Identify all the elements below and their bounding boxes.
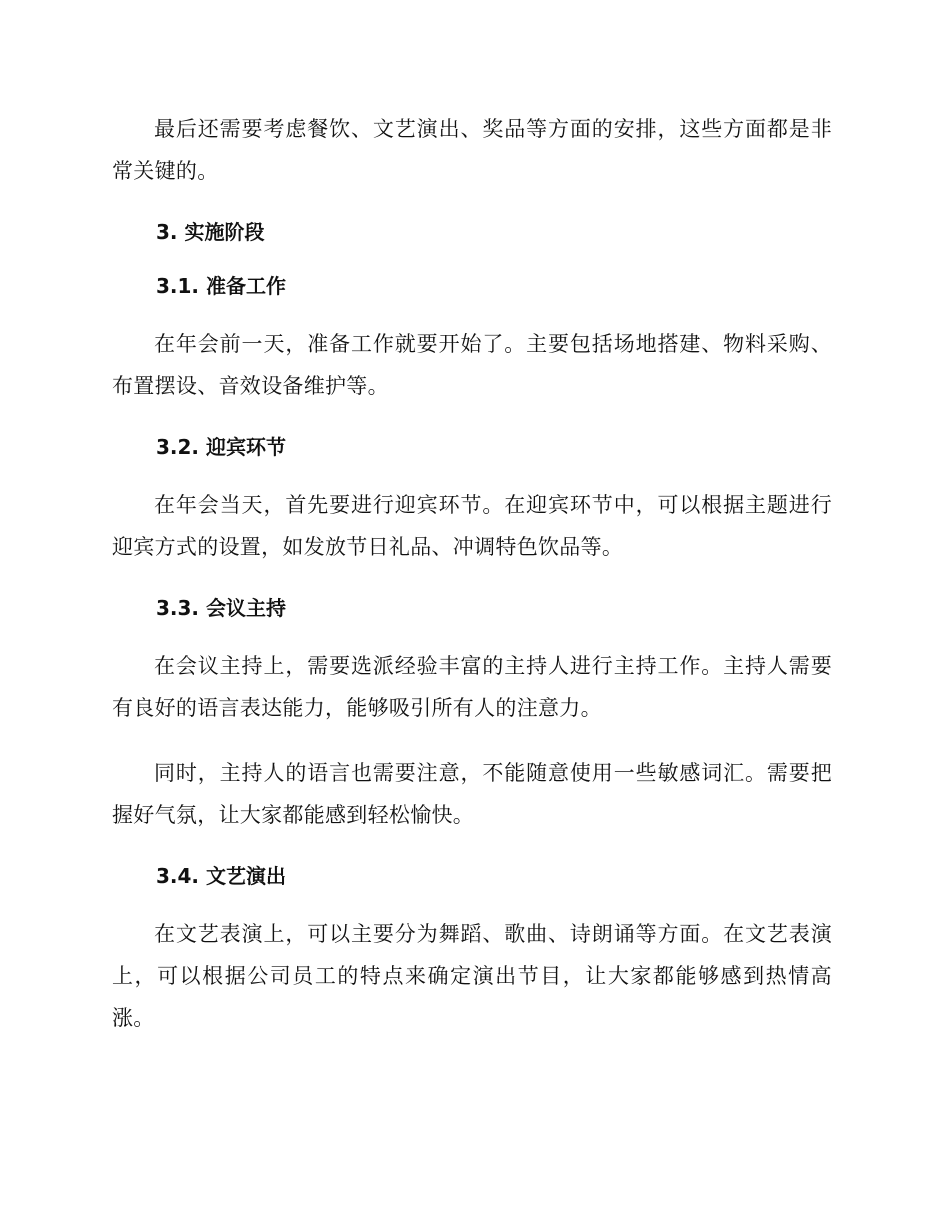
paragraph-performance: 在文艺表演上，可以主要分为舞蹈、歌曲、诗朗诵等方面。在文艺表演上，可以根据公司员工的特点来确定演出节目，让大家都能够感到热情高涨。 [112, 922, 832, 1030]
paragraph-welcome: 在年会当天，首先要进行迎宾环节。在迎宾环节中，可以根据主题进行迎宾方式的设置，如发放节日礼品、冲调特色饮品等。 [112, 493, 832, 559]
subsection-heading-welcome: 3.2. 迎宾环节 [156, 435, 286, 459]
section-heading-implementation: 3. 实施阶段 [156, 220, 265, 244]
paragraph-hosting-1: 在会议主持上，需要选派经验丰富的主持人进行主持工作。主持人需要有良好的语言表达能力，能够吸引所有人的注意力。 [112, 654, 832, 720]
subsection-heading-performance: 3.4. 文艺演出 [156, 864, 286, 888]
paragraph-arrangements: 最后还需要考虑餐饮、文艺演出、奖品等方面的安排，这些方面都是非常关键的。 [112, 117, 832, 183]
paragraph-preparation: 在年会前一天，准备工作就要开始了。主要包括场地搭建、物料采购、布置摆设、音效设备维护等。 [112, 332, 832, 398]
document-body [112, 108, 832, 1062]
subsection-heading-hosting: 3.3. 会议主持 [156, 596, 286, 620]
subsection-heading-preparation: 3.1. 准备工作 [156, 274, 286, 298]
paragraph-hosting-2: 同时，主持人的语言也需要注意，不能随意使用一些敏感词汇。需要把握好气氛，让大家都能感到轻松愉快。 [112, 761, 832, 827]
